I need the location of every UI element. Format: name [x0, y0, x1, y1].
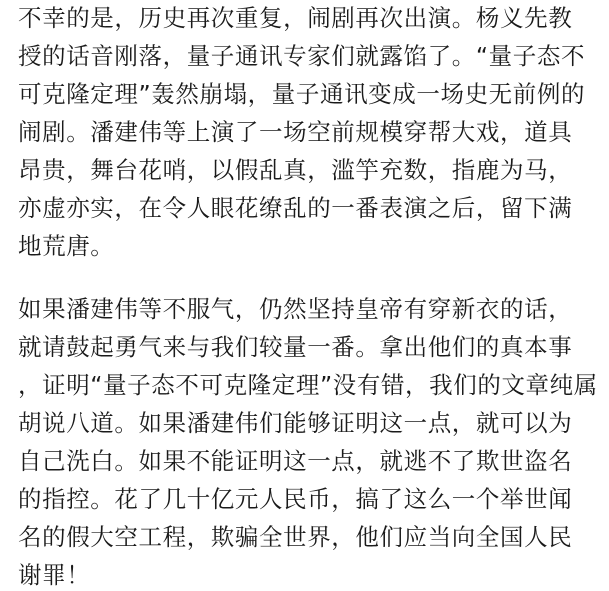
paragraph-1-line-3: 可克隆定理”轰然崩塌，量子通讯变成一场史无前例的	[18, 80, 586, 108]
paragraph-1-line-5: 昂贵，舞台花哨，以假乱真，滥竽充数，指鹿为马，	[18, 156, 573, 184]
paragraph-2-line-6: 的指控。花了几十亿元人民币，搞了这么一个举世闻	[18, 485, 573, 513]
paragraph-2-line-1: 如果潘建伟等不服气，仍然坚持皇帝有穿新衣的话，	[18, 295, 573, 323]
paragraph-2-line-2: 就请鼓起勇气来与我们较量一番。拿出他们的真本事	[18, 333, 573, 361]
paragraph-2-line-4: 胡说八道。如果潘建伟们能够证明这一点，就可以为	[18, 409, 573, 437]
paragraph-1-line-7: 地荒唐。	[18, 232, 115, 260]
paragraph-2-line-8: 谢罪！	[18, 561, 91, 589]
paragraph-2-line-7: 名的假大空工程，欺骗全世界，他们应当向全国人民	[18, 523, 573, 551]
paragraph-1-line-1: 不幸的是，历史再次重复，闹剧再次出演。杨义先教	[18, 4, 573, 32]
paragraph-1-line-2: 授的话音刚落，量子通讯专家们就露馅了。“量子态不	[18, 42, 586, 70]
paragraph-2-line-3: ，证明“量子态不可克隆定理”没有错，我们的文章纯属	[18, 371, 598, 399]
paragraph-2-line-5: 自己洗白。如果不能证明这一点，就逃不了欺世盗名	[18, 447, 573, 475]
paragraph-1-line-6: 亦虚亦实，在令人眼花缭乱的一番表演之后，留下满	[18, 194, 573, 222]
paragraph-1-line-4: 闹剧。潘建伟等上演了一场空前规模穿帮大戏，道具	[18, 118, 573, 146]
